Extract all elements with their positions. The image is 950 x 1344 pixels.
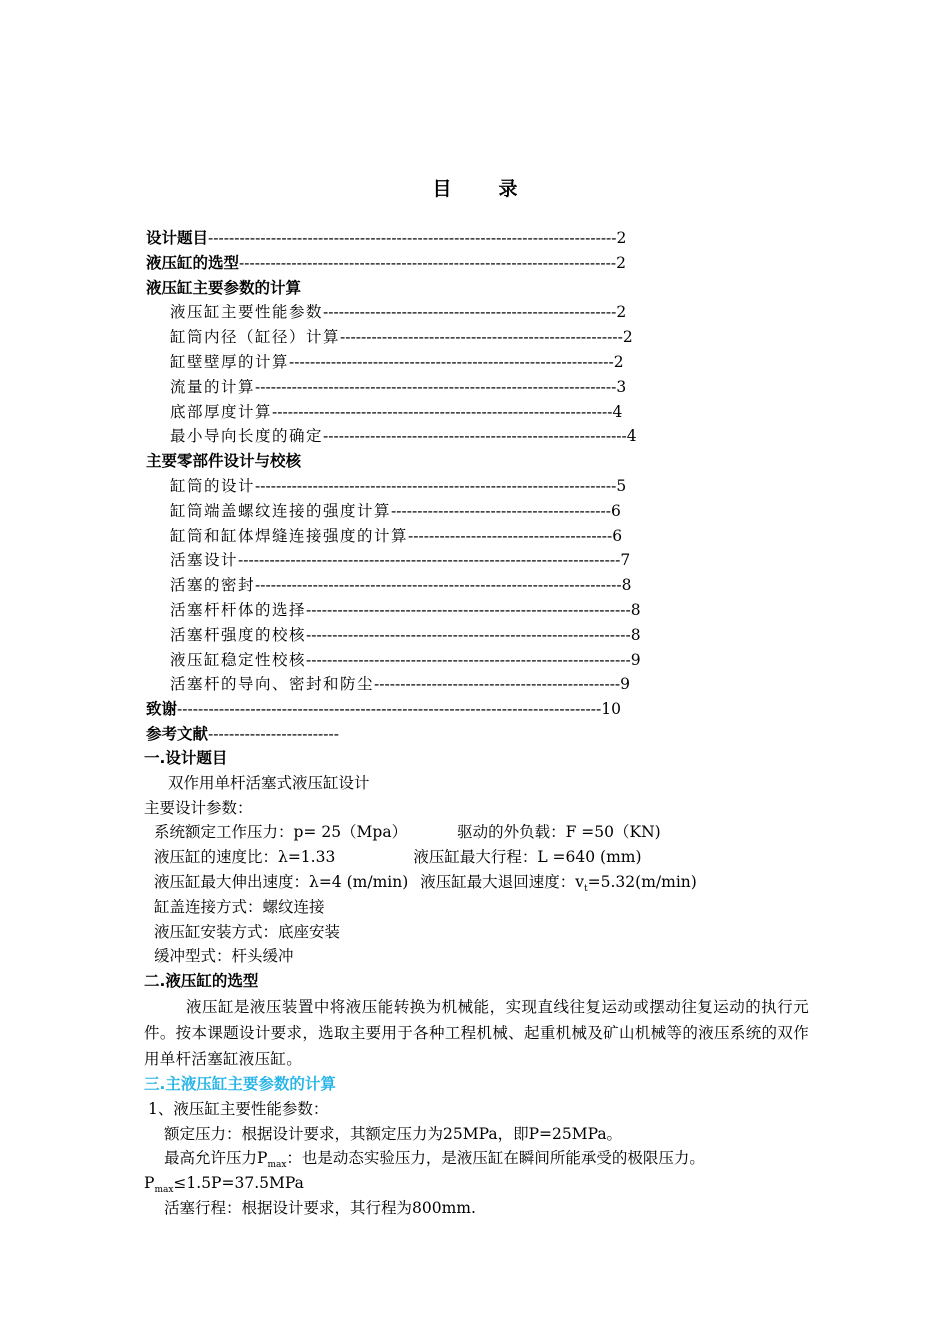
toc-entry: [146, 226, 686, 251]
param-max-extend-speed: 液压缸最大伸出速度：λ=4 (m/min): [154, 872, 409, 891]
toc-entry-label: 致谢: [146, 700, 178, 719]
piston-stroke-text: 活塞行程：根据设计要求，其行程为800mm.: [164, 1198, 476, 1217]
param-cover-connection: 缸盖连接方式：螺纹连接: [154, 897, 325, 916]
selection-paragraph: 液压缸是液压装置中将液压能转换为机械能，实现直线往复运动或摆动往复运动的执行元件。按本课题设计要求，选取主要用于各种工程机械、起重机械及矿山机械等的液压系统的双作用单杆活塞缸液压缸。: [144, 997, 809, 1068]
toc-page-number: 8: [630, 625, 641, 644]
toc-page-number: 6: [610, 501, 621, 520]
toc-page-number: 9: [620, 675, 631, 694]
item-main-performance-params: 1、液压缸主要性能参数：: [148, 1099, 329, 1118]
toc-entry: [146, 424, 686, 449]
toc-page-number: 8: [621, 576, 632, 595]
toc-entry-label: 液压缸主要参数的计算: [146, 278, 302, 297]
design-subject-text: 双作用单杆活塞式液压缸设计: [168, 773, 370, 792]
toc-entry: [146, 648, 686, 673]
toc-page-number: 2: [616, 303, 627, 322]
toc-entry-label: 活塞设计: [170, 551, 239, 570]
table-of-contents: [146, 226, 686, 747]
toc-leader-dashes: ------------------------------------------------------------------------------: [208, 229, 617, 247]
toc-page-number: 2: [616, 253, 626, 272]
toc-entry-label: 液压缸稳定性校核: [170, 650, 307, 669]
toc-entry-label: 缸筒和缸体焊缝连接强度的计算: [170, 526, 409, 545]
toc-entry: [146, 325, 686, 350]
param-external-load: 驱动的外负载：F =50（KN): [457, 823, 661, 842]
section-heading-selection: 二.液压缸的选型: [144, 972, 259, 991]
toc-entry: [146, 449, 686, 474]
toc-entry: [146, 623, 686, 648]
toc-entry: [146, 276, 686, 301]
max-pressure-text: 最高允许压力$P_{max}$：也是动态实验压力，是液压缸在瞬间所能承受的极限压力。: [164, 1149, 705, 1171]
toc-page-number: 3: [616, 377, 627, 396]
param-max-stroke: 液压缸最大行程：L =640 (mm): [413, 848, 642, 867]
toc-leader-dashes: ---------------------------------------------------------------------------------: [177, 700, 602, 719]
toc-leader-dashes: ------------------------------------------------------: [340, 328, 623, 347]
toc-entry: [146, 300, 686, 325]
toc-entry-label: 缸筒的设计: [170, 476, 256, 495]
param-speed-ratio: 液压缸的速度比：λ=1.33: [154, 848, 336, 867]
toc-entry-label: 参考文献: [146, 724, 209, 743]
section-heading-design-subject: 一.设计题目: [144, 749, 228, 767]
toc-entry-label: 设计题目: [146, 229, 209, 247]
toc-entry-label: 活塞的密封: [170, 576, 256, 595]
toc-page-number: 4: [626, 427, 637, 446]
toc-entry-label: 最小导向长度的确定: [170, 427, 324, 446]
toc-leader-dashes: ---------------------------------------: [408, 526, 613, 545]
toc-page-number: 4: [612, 402, 623, 421]
toc-entry: [146, 573, 686, 598]
toc-page-number: 2: [616, 229, 627, 247]
toc-entry-label: 活塞杆强度的校核: [170, 625, 307, 644]
toc-entry: [146, 722, 686, 747]
toc-leader-dashes: -----------------------------------------------------------------: [272, 402, 613, 421]
toc-entry-label: 活塞杆杆体的选择: [170, 600, 307, 619]
param-max-retract-speed: 液压缸最大退回速度：$v_t=5.32(m/\min)$: [420, 872, 697, 895]
toc-page-number: 7: [620, 551, 631, 570]
toc-entry: [146, 400, 686, 425]
toc-entry-label: 液压缸的选型: [146, 253, 240, 272]
toc-page-number: 10: [601, 700, 621, 719]
toc-leader-dashes: --------------------------------------------------------------: [289, 352, 614, 371]
toc-entry: [146, 350, 686, 375]
document-body: [144, 746, 809, 1221]
toc-leader-dashes: ----------------------------------------------------------: [323, 427, 627, 446]
param-mounting: 液压缸安装方式：底座安装: [154, 922, 341, 941]
toc-page-number: 9: [630, 650, 641, 669]
toc-leader-dashes: --------------------------------------------------------: [323, 303, 617, 322]
toc-leader-dashes: -----------------------------------------------: [374, 675, 621, 694]
toc-entry: [146, 375, 686, 400]
toc-entry: [146, 672, 686, 697]
toc-entry-label: 主要零部件设计与校核: [146, 452, 302, 471]
toc-entry-label: 缸壁壁厚的计算: [170, 352, 290, 371]
param-row-2: [144, 845, 809, 870]
toc-entry-label: 液压缸主要性能参数: [170, 303, 324, 322]
toc-leader-dashes: --------------------------------------------------------------: [306, 625, 631, 644]
toc-page-number: 5: [616, 476, 627, 495]
toc-entry-label: 流量的计算: [170, 377, 256, 396]
toc-page-number: 2: [622, 328, 633, 347]
toc-entry: [146, 251, 686, 276]
toc-page-number: 6: [612, 526, 623, 545]
toc-entry: [146, 524, 686, 549]
toc-page-number: 2: [613, 352, 624, 371]
section-heading-main-params: 三.主液压缸主要参数的计算: [144, 1074, 336, 1093]
toc-leader-dashes: -------------------------------------------------------------------------: [238, 551, 621, 570]
param-buffer-type: 缓冲型式：杆头缓冲: [154, 947, 294, 966]
toc-entry: [146, 548, 686, 573]
toc-leader-dashes: ------------------------------------------------------------------------: [239, 253, 617, 272]
toc-leader-dashes: --------------------------------------------------------------: [306, 650, 631, 669]
toc-entry: [146, 697, 686, 722]
toc-leader-dashes: ---------------------------------------------------------------------: [255, 377, 617, 396]
toc-leader-dashes: ------------------------------------------: [391, 501, 611, 520]
toc-leader-dashes: -------------------------: [208, 724, 339, 743]
param-rated-pressure: 系统额定工作压力：p= 25（Mpa）: [154, 823, 408, 842]
toc-entry-label: 缸筒端盖螺纹连接的强度计算: [170, 501, 392, 520]
toc-leader-dashes: ----------------------------------------------------------------------: [255, 576, 622, 595]
toc-entry-label: 缸筒内径（缸径）计算: [170, 328, 341, 347]
param-row-3: [144, 870, 809, 895]
toc-leader-dashes: --------------------------------------------------------------: [306, 600, 631, 619]
param-row-1: [144, 820, 809, 845]
rated-pressure-text: 额定压力：根据设计要求，其额定压力为25MPa，即P=25MPa。: [164, 1124, 623, 1143]
toc-page-number: 8: [630, 600, 641, 619]
params-label: 主要设计参数：: [144, 798, 253, 817]
toc-entry: [146, 598, 686, 623]
page-title: 目 录: [432, 178, 532, 200]
toc-entry: [146, 474, 686, 499]
toc-entry-label: 活塞杆的导向、密封和防尘: [170, 675, 375, 694]
toc-entry: [146, 499, 686, 524]
pmax-formula: $P_{max}\le 1.5P=37.5MPa$: [144, 1174, 304, 1196]
toc-leader-dashes: ---------------------------------------------------------------------: [255, 476, 617, 495]
toc-entry-label: 底部厚度计算: [170, 402, 273, 421]
